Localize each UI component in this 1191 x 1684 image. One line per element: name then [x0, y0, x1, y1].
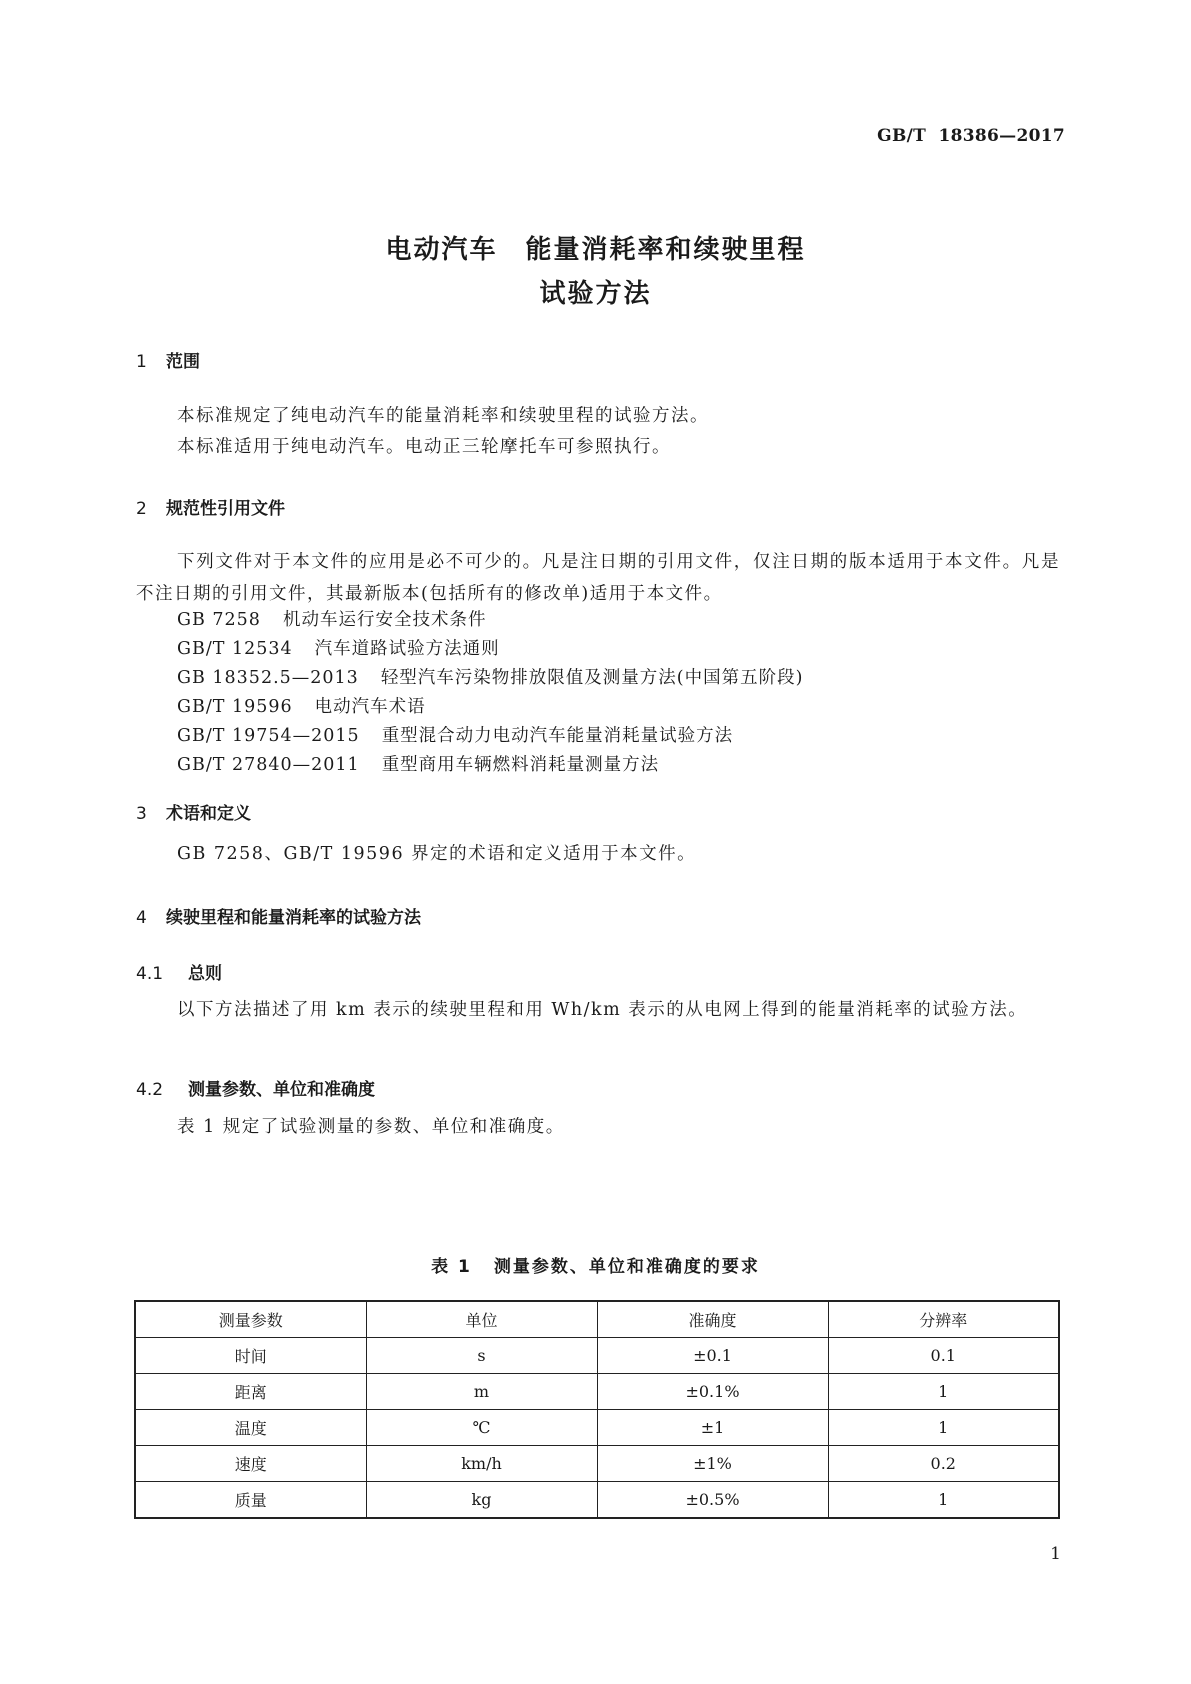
table-cell: 距离 — [135, 1374, 366, 1410]
reference-item — [177, 722, 733, 747]
table-row — [135, 1338, 1059, 1374]
section-title: 规范性引用文件 — [166, 499, 285, 519]
document-title — [0, 228, 1191, 316]
section-1-paragraph-2: 本标准适用于纯电动汽车。电动正三轮摩托车可参照执行。 — [177, 437, 671, 457]
section-number: 1 — [136, 352, 147, 372]
section-title: 总则 — [188, 964, 222, 984]
section-2-intro: 下列文件对于本文件的应用是必不可少的。凡是注日期的引用文件，仅注日期的版本适用于本文件。凡是不注日期的引用文件，其最新版本(包括所有的修改单)适用于本文件。 — [136, 552, 1060, 604]
table-caption-label: 表 1 — [431, 1257, 472, 1277]
table-cell: ±0.1% — [597, 1374, 828, 1410]
table-cell: ℃ — [366, 1410, 597, 1446]
reference-title: 重型混合动力电动汽车能量消耗量试验方法 — [381, 726, 734, 746]
reference-item — [177, 693, 426, 718]
section-4-2-heading — [136, 1075, 375, 1100]
section-4-heading — [136, 903, 421, 928]
section-4-1-text: 以下方法描述了用 km 表示的续驶里程和用 Wh/km 表示的从电网上得到的能量消耗率的试验方法。 — [177, 1000, 1028, 1020]
standard-code-prefix: GB/T — [877, 126, 927, 146]
section-1-paragraph-1: 本标准规定了纯电动汽车的能量消耗率和续驶里程的试验方法。 — [177, 406, 709, 426]
section-number: 2 — [136, 499, 147, 519]
section-4-2-text: 表 1 规定了试验测量的参数、单位和准确度。 — [177, 1117, 565, 1137]
section-number: 3 — [136, 804, 147, 824]
table-cell: m — [366, 1374, 597, 1410]
reference-title: 重型商用车辆燃料消耗量测量方法 — [381, 755, 660, 775]
reference-code: GB/T 19596 — [177, 697, 293, 717]
title-line2: 试验方法 — [539, 279, 652, 309]
section-2-heading — [136, 494, 285, 519]
section-number: 4 — [136, 908, 147, 928]
table-row — [135, 1482, 1059, 1519]
table-cell: kg — [366, 1482, 597, 1519]
reference-item — [177, 664, 803, 689]
table-cell: ±0.1 — [597, 1338, 828, 1374]
table-cell: 质量 — [135, 1482, 366, 1519]
table-row — [135, 1410, 1059, 1446]
measurement-parameters-table — [134, 1300, 1060, 1519]
table-cell: ±0.5% — [597, 1482, 828, 1519]
reference-item — [177, 606, 486, 631]
reference-code: GB 18352.5—2013 — [177, 668, 359, 688]
title-line1-part2: 能量消耗率和续驶里程 — [525, 235, 806, 265]
section-title: 测量参数、单位和准确度 — [188, 1080, 375, 1100]
table-cell: 1 — [828, 1482, 1059, 1519]
section-number: 4.1 — [136, 964, 164, 984]
table-row — [135, 1374, 1059, 1410]
reference-code: GB/T 19754—2015 — [177, 726, 360, 746]
column-header: 测量参数 — [135, 1301, 366, 1338]
standard-code-number: 18386—2017 — [938, 126, 1065, 146]
table-cell: ±1 — [597, 1410, 828, 1446]
table-cell: 1 — [828, 1410, 1059, 1446]
section-title: 范围 — [166, 352, 200, 372]
table-cell: 1 — [828, 1374, 1059, 1410]
section-4-1-heading — [136, 959, 222, 984]
table-header-row — [135, 1301, 1059, 1338]
reference-code: GB 7258 — [177, 610, 261, 630]
title-line1-part1: 电动汽车 — [385, 235, 498, 265]
table-cell: 0.1 — [828, 1338, 1059, 1374]
reference-item — [177, 635, 500, 660]
table-cell: km/h — [366, 1446, 597, 1482]
section-3-heading — [136, 799, 251, 824]
table-cell: s — [366, 1338, 597, 1374]
table-row — [135, 1446, 1059, 1482]
reference-item — [177, 751, 659, 776]
table-cell: ±1% — [597, 1446, 828, 1482]
column-header: 单位 — [366, 1301, 597, 1338]
section-1-heading — [136, 347, 200, 372]
reference-code: GB/T 12534 — [177, 639, 293, 659]
table-caption — [0, 1252, 1191, 1277]
section-number: 4.2 — [136, 1080, 164, 1100]
reference-title: 电动汽车术语 — [314, 697, 426, 717]
table-cell: 时间 — [135, 1338, 366, 1374]
reference-code: GB/T 27840—2011 — [177, 755, 360, 775]
table-cell: 0.2 — [828, 1446, 1059, 1482]
column-header: 分辨率 — [828, 1301, 1059, 1338]
table-cell: 速度 — [135, 1446, 366, 1482]
column-header: 准确度 — [597, 1301, 828, 1338]
reference-title: 轻型汽车污染物排放限值及测量方法(中国第五阶段) — [380, 668, 804, 688]
page-number: 1 — [1050, 1544, 1061, 1564]
section-title: 术语和定义 — [166, 804, 251, 824]
table-cell: 温度 — [135, 1410, 366, 1446]
table-caption-title: 测量参数、单位和准确度的要求 — [493, 1257, 760, 1277]
section-3-text: GB 7258、GB/T 19596 界定的术语和定义适用于本文件。 — [177, 844, 697, 864]
reference-title: 机动车运行安全技术条件 — [282, 610, 487, 630]
standard-code — [877, 126, 1065, 146]
reference-title: 汽车道路试验方法通则 — [314, 639, 500, 659]
section-title: 续驶里程和能量消耗率的试验方法 — [166, 908, 421, 928]
